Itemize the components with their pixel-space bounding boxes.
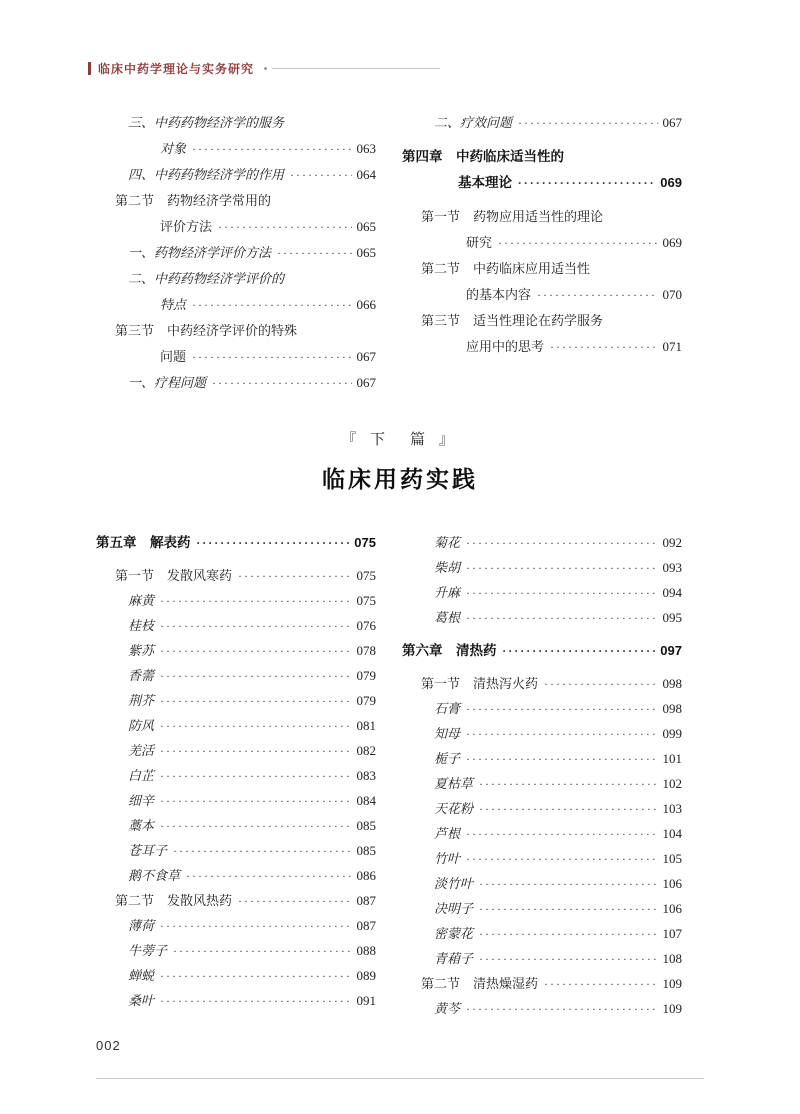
toc-entry-row — [402, 282, 682, 308]
dot-leader — [186, 863, 351, 889]
toc-entry-text: 第二节 清热燥湿药 — [421, 976, 539, 991]
book-title: 临床中药学理论与实务研究 — [98, 62, 255, 76]
toc-entry-text: 第二节 中药临床应用适当性 — [421, 261, 591, 276]
toc-entry-row — [96, 788, 376, 813]
header-rule-line — [272, 68, 440, 69]
toc-page-number: 108 — [662, 951, 682, 966]
dot-leader — [466, 846, 657, 872]
toc-upper-right-column — [402, 110, 682, 396]
toc-entry-text: 第二节 发散风热药 — [115, 893, 233, 908]
dot-leader — [479, 946, 657, 972]
toc-page-number: 063 — [356, 141, 376, 156]
toc-page-number: 083 — [356, 768, 376, 783]
toc-lower-right-column — [402, 530, 682, 1021]
dot-leader — [466, 605, 657, 631]
toc-entry-text: 三、中药药物经济学的服务 — [128, 115, 285, 130]
toc-page-number: 099 — [662, 726, 682, 741]
dot-leader — [466, 746, 657, 772]
dot-leader — [160, 713, 351, 739]
toc-page-number: 065 — [356, 245, 376, 260]
dot-leader — [518, 110, 657, 136]
toc-entry-text: 桑叶 — [128, 993, 155, 1008]
dot-leader — [192, 136, 351, 162]
toc-entry-text: 薄荷 — [128, 918, 155, 933]
toc-entry-row — [402, 555, 682, 580]
toc-entry-text: 基本理论 — [458, 175, 512, 190]
dot-leader — [160, 813, 351, 839]
dot-leader — [173, 838, 351, 864]
toc-page-number: 087 — [356, 918, 376, 933]
toc-entry-text: 第一节 清热泻火药 — [421, 676, 539, 691]
dot-leader — [479, 896, 657, 922]
dot-leader — [160, 913, 351, 939]
toc-entry-row — [402, 605, 682, 630]
toc-entry-row — [96, 563, 376, 588]
toc-entry-row — [402, 256, 682, 282]
toc-entry-text: 二、中药药物经济学评价的 — [128, 271, 285, 286]
dot-leader — [160, 988, 351, 1014]
toc-entry-row — [96, 613, 376, 638]
dot-leader — [479, 796, 657, 822]
toc-entry-row — [96, 713, 376, 738]
toc-entry-text: 羌活 — [128, 743, 155, 758]
dot-leader — [192, 344, 351, 370]
toc-entry-text: 第一节 发散风寒药 — [115, 568, 233, 583]
toc-entry-row — [402, 638, 682, 663]
dot-leader — [466, 696, 657, 722]
toc-entry-text: 的基本内容 — [466, 287, 532, 302]
header-accent-bar — [88, 62, 91, 75]
toc-page-number: 079 — [356, 668, 376, 683]
toc-page-number: 105 — [662, 851, 682, 866]
toc-entry-text: 知母 — [434, 726, 461, 741]
toc-page-number: 091 — [356, 993, 376, 1008]
dot-leader — [479, 871, 657, 897]
toc-entry-text: 鹅不食草 — [128, 868, 181, 883]
toc-page-number: 070 — [662, 287, 682, 302]
toc-entry-row — [402, 896, 682, 921]
toc-page-number: 092 — [662, 535, 682, 550]
toc-entry-text: 麻黄 — [128, 593, 155, 608]
toc-entry-text: 问题 — [160, 349, 187, 364]
toc-entry-row — [96, 688, 376, 713]
toc-page-number: 085 — [356, 843, 376, 858]
page-header — [88, 60, 440, 77]
toc-entry-row — [96, 162, 376, 188]
toc-entry-text: 研究 — [466, 235, 493, 250]
toc-page-number: 107 — [662, 926, 682, 941]
toc-entry-text: 紫苏 — [128, 643, 155, 658]
toc-page-number: 104 — [662, 826, 682, 841]
toc-entry-row — [96, 963, 376, 988]
toc-entry-row — [402, 746, 682, 771]
toc-entry-row — [96, 110, 376, 136]
dot-leader — [173, 938, 351, 964]
toc-page-number: 089 — [356, 968, 376, 983]
dot-leader — [197, 530, 350, 556]
toc-page-number: 069 — [660, 175, 682, 190]
dot-leader — [160, 688, 351, 714]
dot-leader — [160, 788, 351, 814]
toc-entry-row — [96, 214, 376, 240]
toc-page-number: 109 — [662, 1001, 682, 1016]
toc-entry-text: 淡竹叶 — [434, 876, 474, 891]
toc-lower-section — [96, 530, 682, 1021]
toc-entry-text: 第五章 解表药 — [96, 535, 191, 550]
toc-entry-text: 防风 — [128, 718, 155, 733]
toc-entry-text: 葛根 — [434, 610, 461, 625]
dot-leader — [466, 555, 657, 581]
toc-entry-row — [402, 996, 682, 1021]
toc-entry-text: 白芷 — [128, 768, 155, 783]
dot-leader — [544, 671, 657, 697]
dot-leader — [160, 663, 351, 689]
toc-page-number: 069 — [662, 235, 682, 250]
toc-entry-row — [402, 671, 682, 696]
toc-entry-text: 菊花 — [434, 535, 461, 550]
dot-leader — [160, 588, 351, 614]
toc-entry-text: 桂枝 — [128, 618, 155, 633]
toc-entry-text: 应用中的思考 — [466, 339, 545, 354]
dot-leader — [518, 170, 655, 196]
toc-entry-row — [402, 971, 682, 996]
dot-leader — [479, 921, 657, 947]
toc-entry-text: 二、疗效问题 — [434, 115, 513, 130]
toc-entry-row — [96, 292, 376, 318]
part-divider — [0, 428, 800, 494]
dot-leader — [503, 638, 656, 664]
toc-entry-row — [402, 921, 682, 946]
toc-entry-text: 第三节 适当性理论在药学服务 — [421, 313, 604, 328]
toc-entry-text: 芦根 — [434, 826, 461, 841]
toc-entry-text: 第四章 中药临床适当性的 — [402, 149, 564, 164]
toc-page-number: 075 — [354, 535, 376, 550]
toc-entry-row — [96, 188, 376, 214]
toc-entry-text: 四、中药药物经济学的作用 — [128, 167, 285, 182]
toc-page-number: 065 — [356, 219, 376, 234]
toc-entry-row — [402, 771, 682, 796]
toc-lower-left-column — [96, 530, 376, 1021]
toc-entry-row — [402, 308, 682, 334]
toc-entry-text: 青葙子 — [434, 951, 474, 966]
toc-page-number: 067 — [356, 349, 376, 364]
toc-entry-text: 苍耳子 — [128, 843, 168, 858]
toc-entry-text: 竹叶 — [434, 851, 461, 866]
toc-entry-row — [96, 813, 376, 838]
toc-entry-row — [96, 136, 376, 162]
toc-page-number: 086 — [356, 868, 376, 883]
toc-entry-text: 天花粉 — [434, 801, 474, 816]
dot-leader — [160, 763, 351, 789]
toc-entry-row — [96, 318, 376, 344]
toc-entry-row — [96, 344, 376, 370]
toc-entry-row — [96, 913, 376, 938]
dot-leader — [218, 214, 351, 240]
toc-entry-row — [96, 240, 376, 266]
toc-entry-row — [96, 738, 376, 763]
toc-upper-left-column — [96, 110, 376, 396]
toc-page-number: 098 — [662, 701, 682, 716]
toc-page-number: 097 — [660, 643, 682, 658]
toc-entry-row — [402, 204, 682, 230]
toc-entry-text: 第三节 中药经济学评价的特殊 — [115, 323, 298, 338]
dot-leader — [466, 996, 657, 1022]
toc-page-number: 109 — [662, 976, 682, 991]
toc-entry-row — [402, 110, 682, 136]
toc-entry-row — [96, 988, 376, 1013]
dot-leader — [498, 230, 657, 256]
toc-entry-text: 石膏 — [434, 701, 461, 716]
part-label: 『 下 篇 』 — [341, 432, 459, 448]
toc-entry-row — [402, 721, 682, 746]
toc-page-number: 101 — [662, 751, 682, 766]
header-rule — [264, 67, 440, 70]
toc-page-number: 098 — [662, 676, 682, 691]
toc-entry-text: 黄芩 — [434, 1001, 461, 1016]
toc-page-number: 084 — [356, 793, 376, 808]
toc-page-number: 079 — [356, 693, 376, 708]
toc-page-number: 106 — [662, 901, 682, 916]
toc-entry-text: 细辛 — [128, 793, 155, 808]
toc-page-number: 093 — [662, 560, 682, 575]
toc-entry-row — [96, 638, 376, 663]
part-title: 临床用药实践 — [322, 466, 478, 492]
toc-entry-text: 藁本 — [128, 818, 155, 833]
dot-leader — [212, 370, 351, 396]
toc-entry-text: 牛蒡子 — [128, 943, 168, 958]
toc-entry-row — [402, 946, 682, 971]
toc-entry-row — [402, 334, 682, 360]
toc-entry-text: 升麻 — [434, 585, 461, 600]
dot-leader — [537, 282, 657, 308]
toc-page-number: 067 — [662, 115, 682, 130]
toc-page-number: 087 — [356, 893, 376, 908]
toc-page-number: 064 — [356, 167, 376, 182]
toc-entry-text: 密蒙花 — [434, 926, 474, 941]
toc-entry-row — [402, 696, 682, 721]
toc-entry-row — [96, 370, 376, 396]
toc-entry-text: 蝉蜕 — [128, 968, 155, 983]
toc-entry-row — [402, 580, 682, 605]
toc-entry-text: 第一节 药物应用适当性的理论 — [421, 209, 604, 224]
dot-leader — [544, 971, 657, 997]
toc-page-number: 102 — [662, 776, 682, 791]
toc-page-number: 066 — [356, 297, 376, 312]
dot-leader — [290, 162, 351, 188]
toc-page-number: 085 — [356, 818, 376, 833]
dot-leader — [466, 721, 657, 747]
dot-leader — [277, 240, 351, 266]
toc-entry-row — [96, 938, 376, 963]
toc-entry-row — [96, 838, 376, 863]
dot-leader — [479, 771, 657, 797]
toc-page-number: 103 — [662, 801, 682, 816]
footer-page-number: 002 — [96, 1038, 121, 1053]
toc-page-number: 095 — [662, 610, 682, 625]
dot-leader — [466, 580, 657, 606]
toc-entry-text: 第六章 清热药 — [402, 643, 497, 658]
toc-entry-row — [402, 796, 682, 821]
toc-page-number: 075 — [356, 593, 376, 608]
toc-page-number: 071 — [662, 339, 682, 354]
toc-entry-row — [96, 588, 376, 613]
toc-page-number: 075 — [356, 568, 376, 583]
dot-leader — [238, 888, 351, 914]
toc-entry-text: 柴胡 — [434, 560, 461, 575]
dot-leader — [160, 638, 351, 664]
toc-page-number: 088 — [356, 943, 376, 958]
toc-entry-row — [96, 663, 376, 688]
toc-page-number: 067 — [356, 375, 376, 390]
dot-leader — [160, 963, 351, 989]
dot-leader — [466, 821, 657, 847]
dot-leader — [238, 563, 351, 589]
toc-page-number: 078 — [356, 643, 376, 658]
toc-entry-text: 评价方法 — [160, 219, 213, 234]
toc-entry-row — [402, 170, 682, 196]
toc-entry-text: 栀子 — [434, 751, 461, 766]
toc-page-number: 076 — [356, 618, 376, 633]
toc-entry-row — [96, 530, 376, 555]
toc-entry-text: 一、药物经济学评价方法 — [128, 245, 272, 260]
toc-entry-text: 荆芥 — [128, 693, 155, 708]
footer-rule — [96, 1078, 704, 1079]
toc-page-number: 094 — [662, 585, 682, 600]
toc-entry-row — [402, 230, 682, 256]
toc-entry-text: 一、疗程问题 — [128, 375, 207, 390]
dot-leader — [160, 738, 351, 764]
toc-entry-text: 香薷 — [128, 668, 155, 683]
toc-upper-section — [96, 110, 682, 396]
toc-entry-row — [402, 530, 682, 555]
toc-entry-row — [402, 144, 682, 170]
toc-entry-text: 对象 — [160, 141, 187, 156]
toc-page-number: 081 — [356, 718, 376, 733]
dot-leader — [466, 530, 657, 556]
toc-entry-text: 决明子 — [434, 901, 474, 916]
toc-entry-text: 第二节 药物经济学常用的 — [115, 193, 272, 208]
toc-entry-row — [402, 821, 682, 846]
toc-entry-text: 特点 — [160, 297, 187, 312]
toc-page-number: 082 — [356, 743, 376, 758]
dot-leader — [550, 334, 657, 360]
toc-page-number: 106 — [662, 876, 682, 891]
toc-entry-row — [96, 763, 376, 788]
dot-leader — [160, 613, 351, 639]
toc-entry-row — [402, 871, 682, 896]
toc-entry-row — [402, 846, 682, 871]
toc-entry-row — [96, 863, 376, 888]
dot-leader — [192, 292, 351, 318]
toc-entry-text: 夏枯草 — [434, 776, 474, 791]
toc-entry-row — [96, 888, 376, 913]
toc-entry-row — [96, 266, 376, 292]
header-rule-dot-icon — [264, 67, 267, 70]
